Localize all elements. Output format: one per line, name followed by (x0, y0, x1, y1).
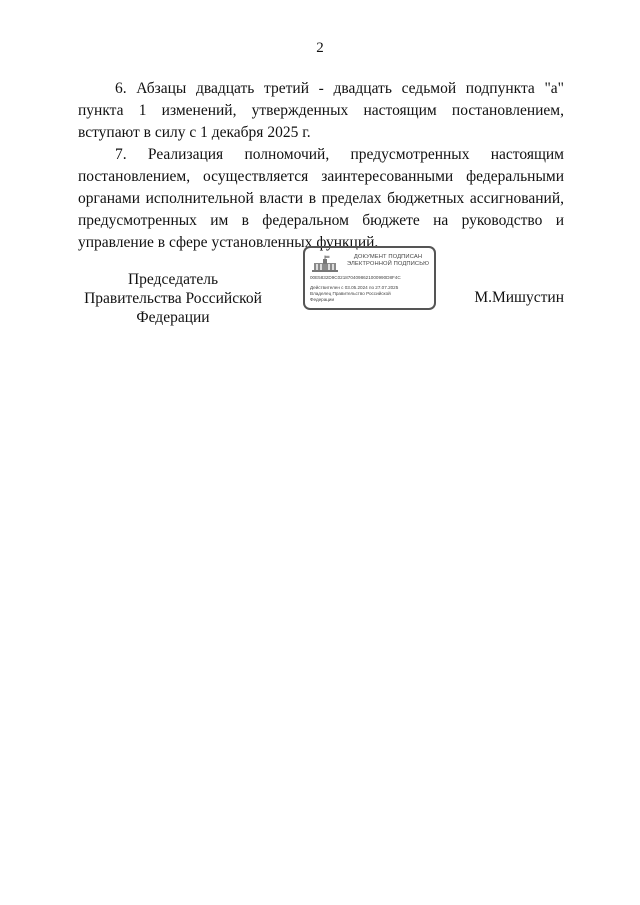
stamp-owner: Владелец Правительство Российской Федерации (310, 291, 391, 302)
signer-name: М.Мишустин (474, 289, 564, 306)
paragraph-6: 6. Абзацы двадцать третий - двадцать седьмой подпункта "а" пункта 1 изменений, утвержденных настоящим постановлением, вступают в силу с 1 декабря 2025 г. (78, 80, 564, 141)
signer-title: Председатель Правительства Российской Федерации (84, 271, 262, 326)
government-building-icon (311, 255, 339, 273)
signature-block (78, 246, 564, 326)
stamp-validity-period: Действителен с 03.05.2024 по 27.07.2025 (310, 285, 399, 290)
electronic-signature-stamp (303, 246, 436, 310)
paragraph-7: 7. Реализация полномочий, предусмотренных настоящим постановлением, осуществляется заинтересованными федеральными органами исполнительной власти в пределах бюджетных ассигнований, предусмотренных им в федеральном бюджете на руководство и управление в сфере установленных функций. (78, 146, 564, 251)
stamp-heading: ДОКУМЕНТ ПОДПИСАН ЭЛЕКТРОННОЙ ПОДПИСЬЮ (346, 254, 430, 267)
stamp-certificate-serial: 00E5832D9C0218704098621000990D8F4C (310, 275, 401, 280)
page-number: 2 (316, 40, 324, 56)
document-body (78, 78, 564, 254)
